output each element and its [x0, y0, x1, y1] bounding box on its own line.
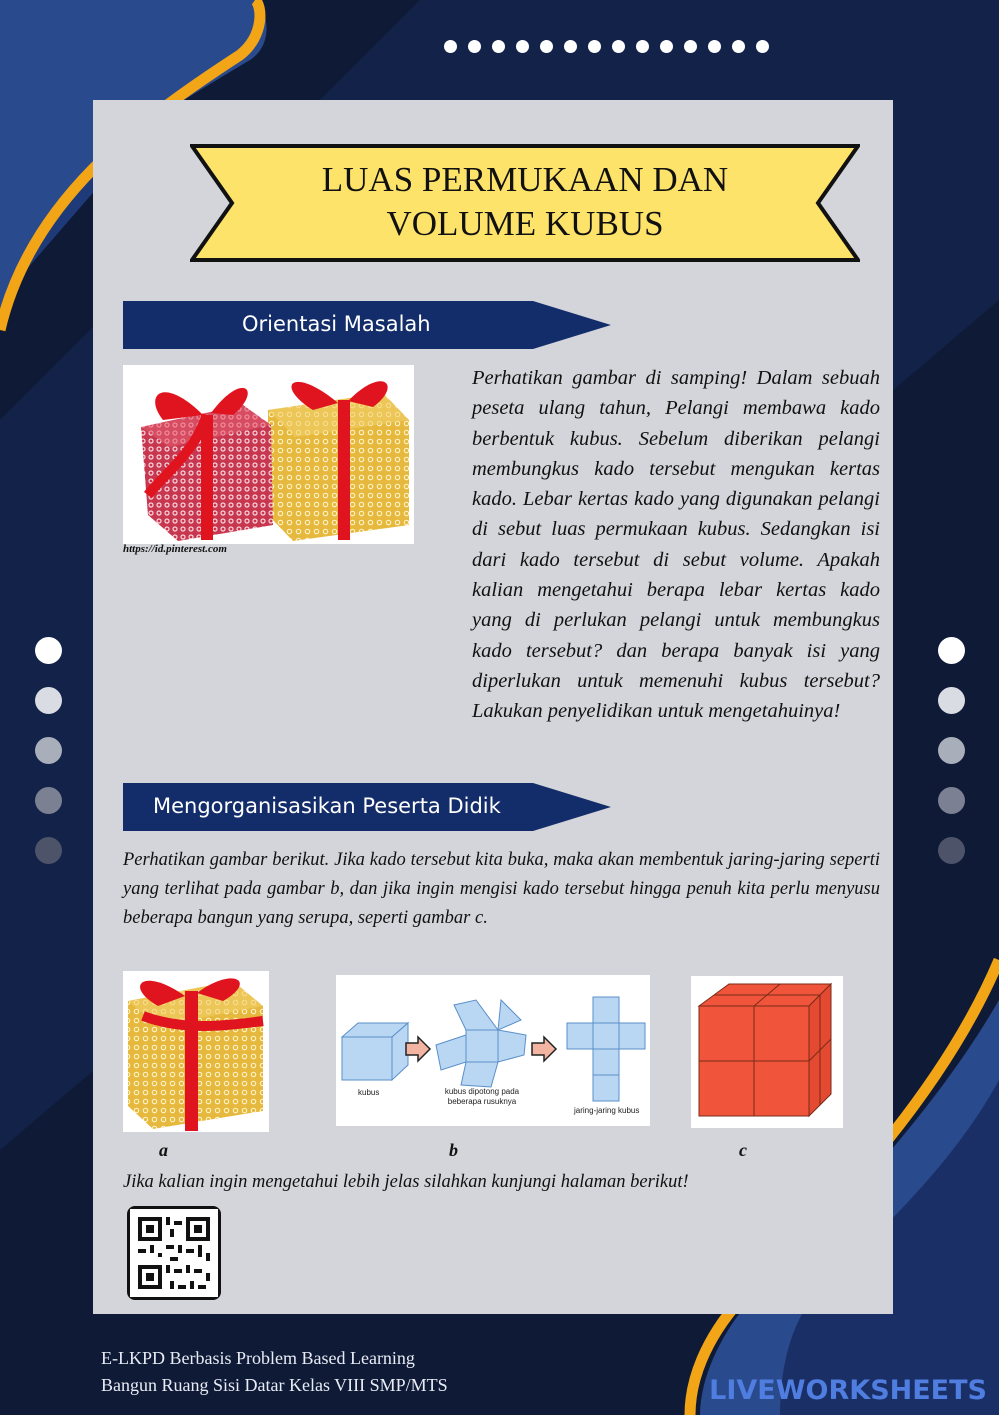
- organization-text: Perhatikan gambar berikut. Jika kado tersebut kita buka, maka akan membentuk jaring-jaring seperti yang terlihat pada gambar b, dan jika ingin mengisi kado tersebut hingga penuh kita perlu menyusu beberapa bangun yang serupa, seperti gambar c.: [123, 850, 880, 928]
- figure-c-unit-cubes: [691, 976, 843, 1128]
- image-credit: https://id.pinterest.com: [123, 543, 227, 555]
- label-jaring: jaring-jaring kubus: [574, 1106, 640, 1115]
- figure-a-gift-image: [123, 971, 269, 1132]
- label-dipotong: kubus dipotong pada beberapa rusuknya: [444, 1087, 520, 1106]
- footer-text: [101, 1345, 448, 1399]
- qr-code[interactable]: [127, 1206, 221, 1300]
- section-title-organisasi: Mengorganisasikan Peserta Didik: [153, 794, 501, 818]
- caption-b: b: [449, 1140, 458, 1160]
- decorative-dots-top: [444, 40, 769, 53]
- caption-a: a: [159, 1140, 168, 1160]
- footer-line-1: E-LKPD Berbasis Problem Based Learning: [101, 1348, 415, 1368]
- caption-c: c: [739, 1140, 747, 1160]
- decorative-dots-left: [35, 637, 62, 864]
- problem-orientation-text: Perhatikan gambar di samping! Dalam sebuah peseta ulang tahun, Pelangi membawa kado berbentuk kubus. Sebelum diberikan pelangi membungkus kado tersebut mengukan kertas kado. Lebar kertas kado yang digunakan pelangi di sebut luas permukaan kubus. Sedangkan isi dari kado tersebut di sebut volume. Apakah kalian mengetahui berapa lebar kertas kado yang di perlukan pelangi untuk membungkus kado tersebut? dan berapa banyak isi yang diperlukan untuk memenuhi kubus tersebut? Lakukan penyelidikan untuk mengetahuinya!: [472, 367, 880, 723]
- section-title-orientasi: Orientasi Masalah: [242, 312, 431, 336]
- footer-line-2: Bangun Ruang Sisi Datar Kelas VIII SMP/MTS: [101, 1375, 448, 1395]
- visit-instruction: Jika kalian ingin mengetahui lebih jelas silahkan kunjungi halaman berikut!: [123, 1172, 689, 1192]
- figure-b-cube-net-diagram: [336, 975, 650, 1126]
- liveworksheets-watermark[interactable]: LIVEWORKSHEETS: [709, 1375, 987, 1406]
- decorative-dots-right: [938, 637, 965, 864]
- page-title: LUAS PERMUKAAN DAN VOLUME KUBUS: [321, 160, 729, 243]
- label-kubus: kubus: [358, 1088, 380, 1097]
- gift-boxes-image: [123, 365, 414, 544]
